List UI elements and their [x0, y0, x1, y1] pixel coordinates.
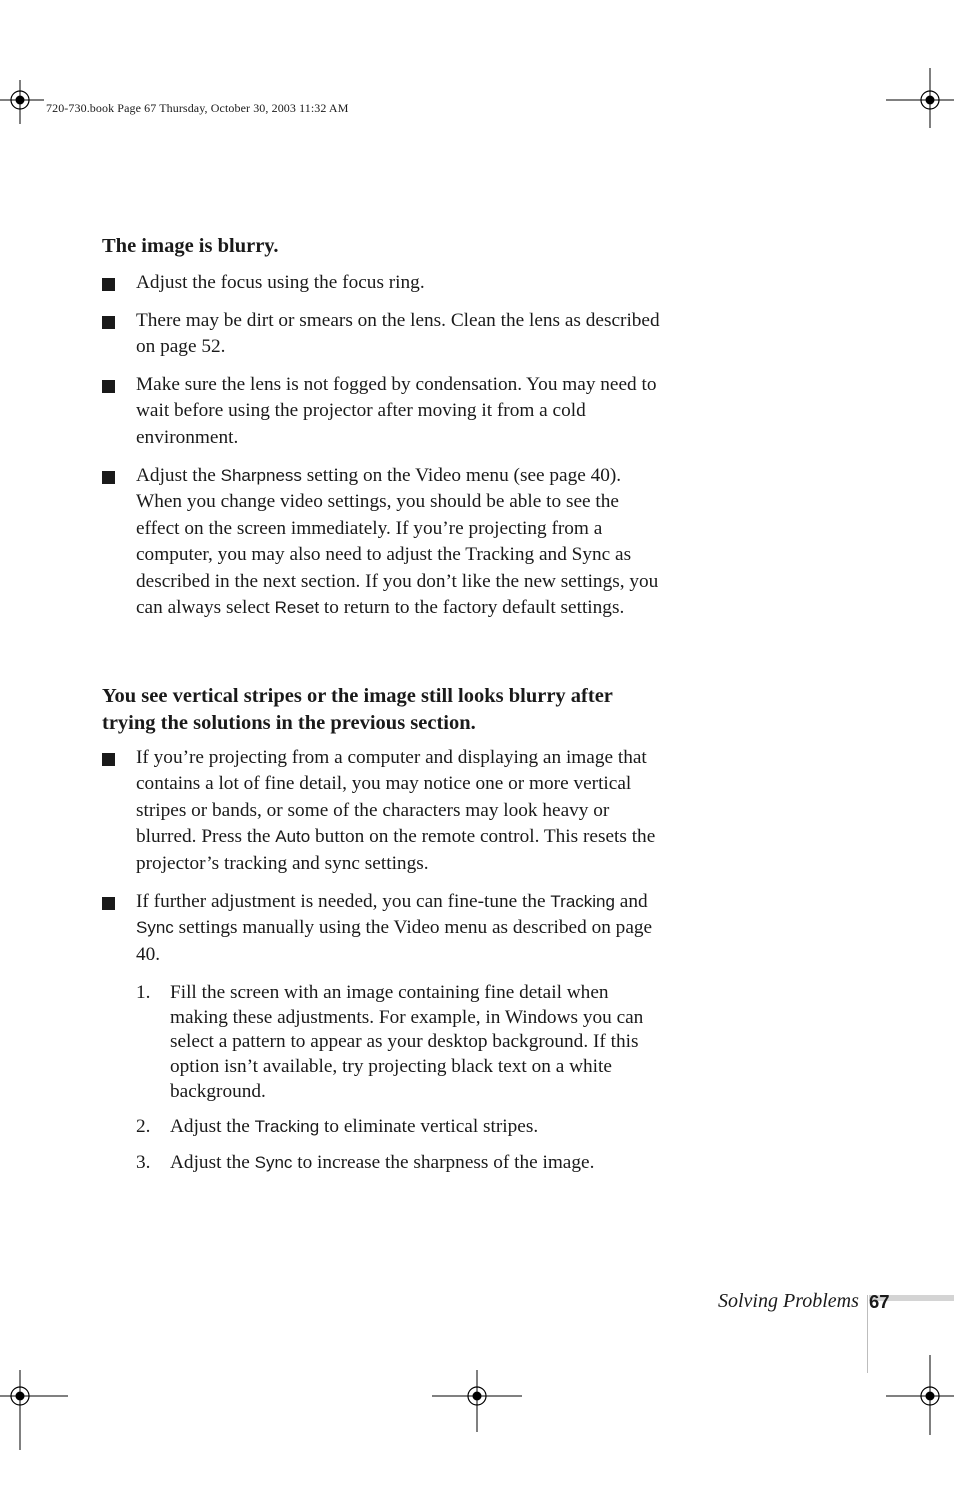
registration-mark-bottom-right — [886, 1355, 954, 1435]
bullet-text: Adjust the Sharpness setting on the Video menu (see page 40). When you change video settings, you should be able to see the effect on the screen immediately. If you’re projecting from a computer, you may also need to adjust the Tracking and Sync as described in the next section. If you don’t like the new settings, you can always select Reset to return to the factory default settings. — [136, 465, 659, 619]
footer-divider — [867, 1295, 868, 1373]
section-heading-vertical-stripes: You see vertical stripes or the image still looks blurry after trying the solutions in the previous section. — [102, 685, 613, 734]
bullet-square — [102, 278, 115, 291]
menu-term-tracking: Tracking — [550, 892, 615, 911]
bullet-text: If further adjustment is needed, you can fine-tune the Tracking and Sync settings manually using the Video menu as described on page 40. — [136, 891, 653, 965]
bullet-square — [102, 753, 115, 766]
bullet-square — [102, 897, 115, 910]
bullet-square — [102, 471, 115, 484]
menu-term-reset: Reset — [274, 598, 320, 618]
footer-chapter-title: Solving Problems — [718, 1290, 859, 1312]
step-number: 2. — [136, 1116, 151, 1137]
print-stamp: 720-730.book Page 67 Thursday, October 30, 2003 11:32 AM — [46, 101, 349, 115]
bullet-text: Make sure the lens is not fogged by condensation. You may need to wait before using the projector after moving it from a cold environment. — [136, 374, 657, 448]
registration-mark-bottom-left — [0, 1370, 70, 1450]
step-number: 1. — [136, 982, 151, 1003]
menu-term-sync: Sync — [136, 918, 174, 938]
step-text: Fill the screen with an image containing fine detail when making these adjustments. For example, in Windows you can select a pattern to appear as your desktop background. If this option isn’t available, try projecting black text on a white background. — [170, 982, 644, 1102]
registration-mark-top-right — [886, 68, 954, 128]
bullet-text: If you’re projecting from a computer and displaying an image that contains a lot of fine detail, you may notice one or more vertical stripes or bands, or some of the characters may look heavy or blurred. Press the Auto button on the remote control. This resets the projector’s tracking and sync settings. — [136, 747, 656, 874]
button-term-auto: Auto — [275, 827, 311, 847]
page-number: 67 — [869, 1291, 890, 1312]
menu-term-sync: Sync — [254, 1153, 293, 1172]
step-text: Adjust the Sync to increase the sharpness of the image. — [170, 1152, 595, 1173]
bullet-text: There may be dirt or smears on the lens. Clean the lens as described on page 52. — [136, 310, 660, 358]
registration-mark-top-left — [0, 80, 48, 128]
section-heading-blurry: The image is blurry. — [102, 235, 279, 257]
menu-term-tracking: Tracking — [254, 1117, 320, 1136]
registration-mark-bottom-center — [430, 1370, 524, 1434]
menu-term-sharpness: Sharpness — [220, 466, 302, 485]
step-number: 3. — [136, 1152, 151, 1173]
bullet-square — [102, 316, 115, 329]
bullet-text: Adjust the focus using the focus ring. — [136, 272, 425, 293]
step-text: Adjust the Tracking to eliminate vertical stripes. — [170, 1116, 539, 1137]
bullet-square — [102, 380, 115, 393]
